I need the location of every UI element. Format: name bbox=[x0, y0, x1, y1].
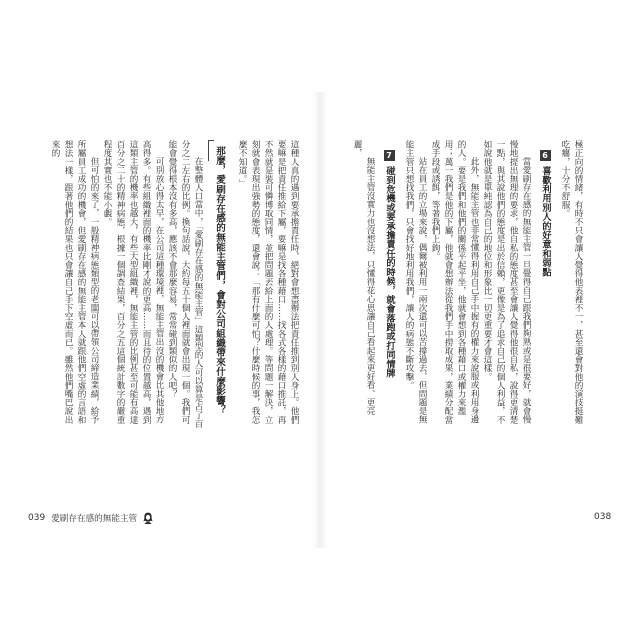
section-7-number-badge: 7 bbox=[384, 150, 395, 161]
section-6-paragraph: 當愛刷存在感的無能主管一旦覺得自己跟我們夠熟或是很要好，就會慢慢地提出無理的要求，他自私的態度甚至會讓人覺得他很自私，說得更清楚一點，與其說他們的態度是出於信賴，更像是為了追求自己的個人利益，不如說他就是單純認為自己的地位和形象比一切更重要才會這樣。 bbox=[482, 140, 531, 424]
section-7-title: 碰到危機或要承擔責任的時候，就會落跑或打同情牌 bbox=[384, 166, 395, 378]
page-039-body bbox=[50, 140, 300, 432]
page-038-body bbox=[352, 140, 584, 432]
section-7-heading bbox=[382, 140, 396, 432]
section-7-paragraph: 無能主管沒實力也沒想法，只懂得花心思讓自己看起來更好看、更亮麗， bbox=[352, 140, 375, 416]
section-6-title: 喜歡利用別人的好意和弱點 bbox=[540, 166, 551, 277]
continued-paragraph: 極正向的情緒，有時不只會讓人覺得他表裡不一，甚至還會對他的演技挺難吃癟，十分不舒服。 bbox=[560, 140, 583, 424]
page-number: 038 bbox=[594, 512, 612, 522]
chapter-subheading-text: 那麼，愛刷存在感的無能主管們，會對公司組織帶來什麼影響？ bbox=[214, 146, 225, 415]
page-number: 039 bbox=[28, 513, 46, 523]
section-6-paragraph: 站在員工的立場來說，偶爾被利用一兩次還可以苦撐過去，但問題是無能主管只想找我們，只會找好地利用我們，讓人的病態不斷攻擊。 bbox=[404, 140, 427, 424]
body-paragraph: 可別放心得太早，在公司這種環境裡，無能主管出沒的機會比其他地方高得多。有些組織裡面的機率比剛才說的更高……而且待的位置越高，遇到這類主管的機率也越大，有些大型組織裡，無能主管的比例甚至可能有高達百分之二十的精神病態，根據一個調查結果，百分之五這個統計數字的嚴重程度其實也不能小覷。 bbox=[102, 140, 164, 424]
body-paragraph: 但可怕的來了，一般精神病態類型的老闆可以帶領公司締造業績，給予所屬員工成功的機會，但愛刷存在感的無能主管本人就跟他們空虛的言語和想法一樣，跟著他們的結果也只會讓自己手下空虛而已。雖然他們嘴巴說出來的 bbox=[50, 140, 99, 424]
right-page-footer bbox=[594, 512, 611, 522]
section-6-number-badge: 6 bbox=[540, 150, 551, 161]
left-page-footer bbox=[28, 512, 153, 524]
book-gutter bbox=[313, 92, 327, 548]
section-6-paragraph: 此外，無能主管也非常懂得利用自己手中握有的權力來說服或利用身邊的人。要是我們和他們的關係平起平坐，他就會想到各種藉口或權力來濫用；萬一我們是他的下屬，他就會想辦法從我們手中撈取成果，業績分配當成手段或誘餌，等著我們上鉤。 bbox=[430, 140, 479, 424]
continued-paragraph: 這種人真的遇到要承擔責任時，絕對會想盡辦法把責任推到別人身上。他們要嘛是把責任推給下屬，要嘛是找各種藉口……找各式各樣的藉口推託，再不然就是裝可憐博取同情，並把問題丟給上面的人處理。等問題一解決，立刻就會表現出強勢的態度，還會說：「那有什麼可怕？什麼時候的事，我怎麼不知道。」 bbox=[237, 140, 299, 424]
running-title: 愛刷存在感的無能主管 bbox=[51, 514, 138, 524]
heading-bracket-decoration bbox=[208, 140, 214, 161]
body-paragraph: 在整體人口當中，「愛刷存在感的無能主管」這類型的人可以算是占了百分之二左右的比例。換句話說，大約每五十個人裡面就會出現一個。我們可能會覺得根本沒有多高，應該不會那麼容易，常常碰到類似的人吧？ bbox=[167, 140, 203, 429]
person-silhouette-icon bbox=[143, 512, 153, 524]
chapter-subheading bbox=[212, 140, 227, 432]
section-6-heading bbox=[538, 140, 552, 432]
